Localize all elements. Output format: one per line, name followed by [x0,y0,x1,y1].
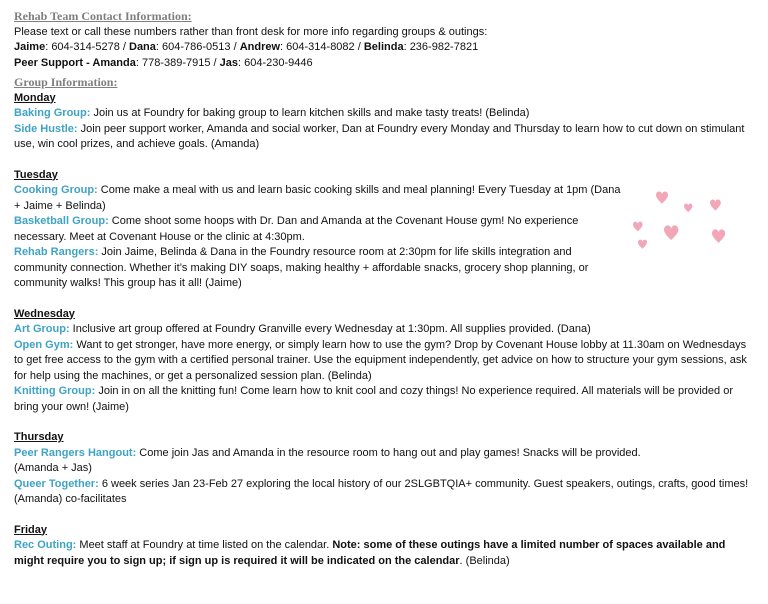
contact-heading: Rehab Team Contact Information: [14,9,192,23]
group-cooking [14,183,629,214]
group-description: Want to get stronger, have more energy, or simply learn how to use the gym? Drop by Covenant House lobby at 11.30am on Wednesdays to get free access to the gym with a certified personal trainer. Use the equipment independently, get advice on how to structure your gym sessions, ask for help using the machines, or get a personalized session plan. (Belinda) [14,338,747,382]
group-name: Peer Rangers Hangout: [14,446,137,459]
group-description: Join Jaime, Belinda & Dana in the Foundry resource room at 2:30pm for life skills integration and community connection. Whether it’s making DIY soaps, making healthy + affordable snacks, grocery shop planning, or community walks! This group has it all! (Jaime) [14,246,589,289]
group-basketball [14,214,626,245]
staff-name-jaime: Jaime [14,41,46,53]
group-name: Baking Group: [14,107,91,119]
staff-name-belinda: Belinda [363,41,404,53]
group-info-heading: Group Information: [14,75,118,89]
group-description: Join peer support worker, Amanda and social worker, Dan at Foundry every Monday and Thursday to learn how to cut down on stimulant use, win cool prizes, and achieve goals. (Amanda) [14,122,745,150]
group-rehab-rangers [14,245,614,292]
staff-name-dana: Dana [129,41,156,53]
group-name: Knitting Group: [14,385,96,397]
day-heading-thursday: Thursday [14,431,64,443]
pink-hearts-icon [630,190,740,260]
day-heading-friday: Friday [14,523,48,536]
day-heading-tuesday: Tuesday [14,168,58,181]
group-facilitator: . (Belinda) [459,554,510,567]
day-heading-wednesday: Wednesday [14,307,75,320]
staff-phone-jaime: : 604-314-5278 / [45,41,129,53]
group-description: Join us at Foundry for baking group to learn kitchen skills and make tasty treats! (Belinda) [90,107,530,119]
staff-phone-dana: : 604-786-0513 / [155,41,240,53]
group-knitting [14,384,754,415]
peer-phone-amanda: : 778-389-7915 / [135,56,220,69]
day-heading-monday: Monday [14,91,56,104]
peer-contact-line [14,56,754,72]
group-description: Come join Jas and Amanda in the resource room to hang out and play games! Snacks will be provided. (Amanda + Jas) [14,446,641,474]
group-name: Rec Outing: [14,539,77,551]
group-name: Basketball Group: [14,215,109,227]
group-description: Meet staff at Foundry at time listed on the calendar. [76,539,333,551]
staff-phone-belinda: : 236-982-7821 [403,41,479,53]
group-name: Cooking Group: [14,184,98,196]
group-description: Come make a meal with us and learn basic cooking skills and meal planning! Every Tuesday at 1pm (Dana + Jaime + Belinda) [14,184,621,212]
signup-note: Note: some of these outings have a limited number of spaces available and might require you to sign up; if sign up is required it will be indicated on the calendar [14,539,726,567]
group-open-gym [14,338,754,385]
group-side-hustle [14,122,754,153]
group-description: 6 week series Jan 23-Feb 27 exploring the local history of our 2SLGBTQIA+ community. Guest speakers, outings, crafts, good times! (Amanda) co-facilitates [14,477,749,505]
group-name: Art Group: [14,323,70,335]
group-rec-outing [14,538,754,569]
group-queer-together [14,477,754,508]
group-baking [14,106,754,122]
group-name: Open Gym: [14,338,74,351]
group-description: Inclusive art group offered at Foundry Granville every Wednesday at 1:30pm. All supplies provided. (Dana) [69,323,591,335]
group-name: Rehab Rangers: [14,246,99,258]
group-peer-rangers-hangout [14,446,674,477]
group-description: Join in on all the knitting fun! Come learn how to knit cool and cozy things! No experience required. All materials will be provided or bring your own! (Jaime) [14,385,733,413]
group-name: Side Hustle: [14,122,78,135]
peer-name-amanda: Peer Support - Amanda [14,56,136,69]
group-name: Queer Together: [14,477,99,490]
peer-phone-jas: : 604-230-9446 [238,56,313,69]
document [14,9,754,569]
staff-name-andrew: Andrew [239,41,281,53]
contact-intro: Please text or call these numbers rather than front desk for more info regarding groups & outings: [14,25,488,38]
staff-phone-andrew: : 604-314-8082 / [280,41,364,53]
group-description: Come shoot some hoops with Dr. Dan and Amanda at the Covenant House gym! No experience necessary. Meet at Covenant House or the clinic at 4:30pm. [14,215,579,243]
group-art [14,322,754,338]
staff-contact-line [14,40,754,56]
peer-name-jas: Jas [219,56,238,69]
